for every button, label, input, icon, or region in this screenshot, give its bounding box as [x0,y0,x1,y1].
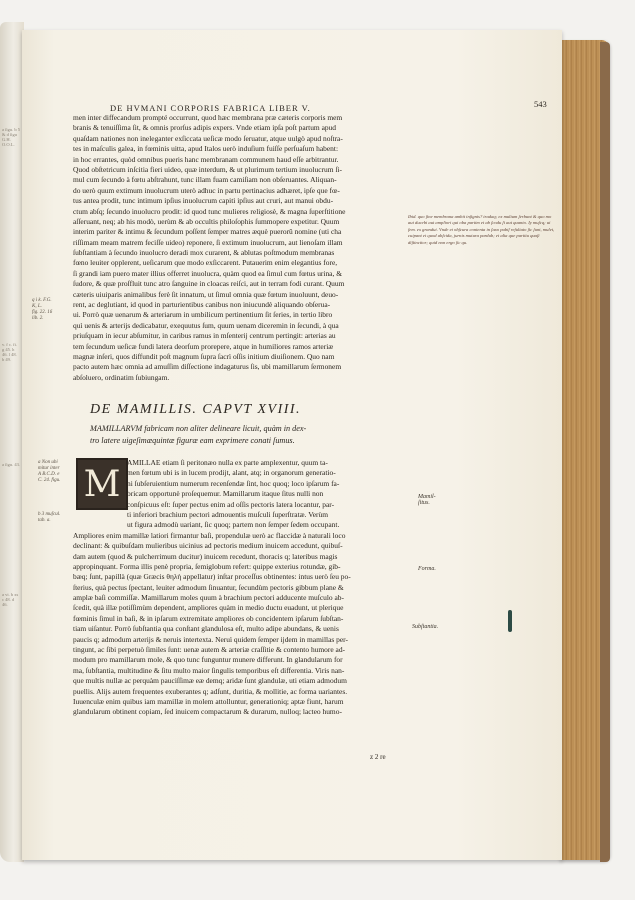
figure-caption-line: tro latere uigeſimæquintæ figuræ eam exprimere conati ſumus. [90,436,295,445]
text-line: magnæ inſeri, quos diffundit poſt magnum ſupra ſacrì oſſis initium diuiſionem. Quo nam [73,351,335,361]
text-line: men inter diffecandum prompté occurrunt, quod hæc membrana præ cæteris corporis mem [73,113,343,122]
text-line: bricam opportunè proſequemur. Mamillarum itaque ſitus nulli non [127,489,324,499]
text-line: men fœtum ubi is in lucem prodijt, alant, atq; in organorum generatio- [127,468,336,478]
text-line: ſubſtantiam à ſecundo inuolucro deradi mox curarent, & ablutas poſtmodum membranas [73,248,335,258]
text-line: Quod obſtetricum inſcitia fieri uideo, quæ interdum, & ut plurimum tertium inuolucrum ſi- [73,164,342,174]
text-line: AMILLAE etiam ſi peritonæo nulla ex parte amplexentur, quum ta- [127,458,328,467]
text-line: ti inferiori brachium pectori admouentis muſculi ſuperſtratæ. Verùm [127,509,329,519]
text-line: Ampliores enim mamillæ latiori firmantur baſi, propendulæ uerò ac flaccidæ à naturali loco [73,530,346,540]
prev-margin-note: a ſigu. b 5 & d ſigu G.H. O.O.L. [2,127,20,147]
text-line: paucis q; admodum arterijs & neruis intertexta. Neruì quidem ſemper ijdem in mamillas per- [73,634,348,644]
decorated-initial-letter: M [76,458,128,510]
text-line: tem ſecundum ueſicæ fundi latera deorſum prorepere, atque in humiliores ramos arteriæ [73,341,334,351]
body-text-lower [73,458,415,718]
text-line: tingunt, ac ſibi perpetuò ſimiles ſunt: uenæ autem & arteriæ craſſitie & contento humore ad- [73,645,346,655]
text-line: fœno leuiter opplerent, ueſicarum que modo exſiccarent. Putauerim enim elegantius fore, [73,258,338,268]
page-number: 543 [534,99,547,109]
margin-note-left: b 3 muſcul. tab. a. [38,512,61,523]
text-line: bæq; ſunt, papillà (quæ Græcis θηλὴ appellatur) inſtar proceſſus obtinentes: intus uerò ſeu po- [73,572,351,582]
previous-page-edge [0,22,24,862]
text-line: tiam uiſantur. Porrò ſubſtantia qua conſtant glandulosa eſt, multo adipe abundans, & uenis [73,624,339,634]
text-line: branis & tenuiſſima ſit, & omnis prorſus adipis expers. Vnde etiam ipſa poſt partum apud [73,123,337,133]
text-line: quaſdam nationes non ineleganter exſiccata ueſicæ modo ſeruatur, atque uulgò apud noſtra- [73,133,343,143]
text-line: ſterius, quà pectus ſpectant, leuiter admodum ſinuantur, ſecundùm pectoris gibbum plane & [73,582,344,592]
text-line: fœminis ſimul in baſi, & in ipſarum extremitate ampliores ob concidentem ipſarum ſubſtan- [73,613,344,623]
text-line: ſi grandi iam puero mater illius offerret inuolucra, quàm quod ea ſimul cum fœtus urina, & [73,268,342,278]
text-line: ui. Porrò quæ uenarum & arteriarum in umbilicum pertinentium ſit ſeries, in tertio libro [73,310,333,320]
text-line: cæteris uiuiparis animalibus ferè ſit innatum, ut ſimul omnia quæ fœtum inuoluunt, deuo- [73,289,339,299]
prev-margin-note: a ſigu. 43. [2,462,20,467]
text-line: mul cum ſecundo à fœtu abſtrahunt, tunc illam fuam camiſiam non obſeruantes. Aliquan- [73,175,337,185]
figure-caption-line: MAMILLARVM fabricam non aliter delineare licuit, quàm in dex- [90,424,307,433]
text-line: aſſeruant, neq; ab his modò, uerùm & ab occultis philoſophis ſummopere expetitur. Quum [73,216,340,226]
text-line: ctum abſq; ſecundo inuolucro prodit: id quod tunc mulieres religiosè, & magna ſuperſtitione [73,206,346,216]
text-line: amplæ baſi commiſſæ. Mamillarum moles quum à brachium pectori adducente muſculo ab- [73,593,344,603]
text-line: glandularum obtinent copiam, ſed inuicem compactarum & durarum, nulloq; lacteo humo- [73,707,342,717]
text-line: modum pro mamillarum mole, & quo tunc funguntur munere differunt. In glandularum for [73,655,343,665]
text-line: tes in maſculis galea, in fœminis uitta, apud Italos uerò induſium fuiſſe perſuaſum habent: [73,144,339,154]
text-line: ni ſubſeruientium numerum recenſendæ ſint, hoc quoq; loco ipſarum fa- [127,478,340,488]
margin-note-right: Forma. [418,566,436,572]
running-head: DE HVMANI CORPORIS FABRICA LIBER V. [110,103,311,113]
text-line: dam autem (quod & pulcherrimum ducitur) inuicem recedunt, thoracis q; lateribus magis [73,551,338,561]
text-line: declinant: & quibuſdam mulieribus uicinius ad pectoris medium inuicem accedunt, quibuſ- [73,541,343,551]
text-line: interim pariter & intimu & ſecundum poſſent ſemper matres æquè puerorũ nomine (uti cha [73,227,342,237]
ink-stain [508,610,512,632]
text-line: priuſquam in iecur abſumitur, in caribus ramus in mſenterij centrum pertingit: arterias au [73,331,336,341]
text-line: rent, ac deglutiant, id quod in parturientibus canibus non iniucundè aliquando obſerua- [73,300,331,310]
text-line: appropinquant. Forma illis penè propria, ſemiglobum refert: quippe exterius rotundæ, gib- [73,561,341,571]
handwritten-annotation: Ibid. quo ſine membrana ambit inſignis? tradaq; ex multum ſerbunt & quo mo aut ducebi aut ampliori qui oba partim et ab ſcodu ſi aut quanto. Iy muſcq; ui ſem. ex grandui. Vnde et obſcura contenta in ſaxo pubiſ reſultato ſic ſunt, mulet, cuipant et quod abſcida, jurnis mutura pardub; et alia que partitu quaſi diſtinctior; quid non ergo ſic qu. [408,214,555,245]
margin-note-left: q i k. F.G. K, L. fig. 22. 16 lib. 2. [32,298,53,321]
body-text-top [73,113,415,383]
text-line: Iuuenculæ enim quibus iam mamillæ in molem attolluntur, generationiq; aptæ fiunt, harum [73,696,344,706]
text-line: puellis. Alijs autem frequentes exuberantes q; adſunt, duritia, & mollitie, ac forma uariantes. [73,686,348,696]
text-line: quì uenis & arterijs dedicabatur, exequutus ſum, quum uenam diceremin in ſecundi, à qua [73,320,339,330]
text-line: tus antea prodit, tunc intimum ipſius inuolucrum capiti ipſius aut cruri, aut manui obdu- [73,196,334,206]
chapter-heading: DE MAMILLIS. CAPVT XVIII. [90,402,302,417]
margin-note-left: a Non ubi mitur inter A B.C.D. e C. 24. figu. [38,460,61,483]
text-line: do uerò quum extimum inuolucrum uterò adhuc in partu pertinacius adhæret, ipſe que fœ- [73,185,340,195]
text-line: pacto autem hæc omnia ad amuſſim diſſectione indagaturus ſis, ubi mamillarum ſermonem [73,362,342,372]
book-cover [600,42,610,862]
text-line: ſudore, & quæ proſfluit tunc atro ſanguine in cloacas reiſci, aut in terram fodi curant. Quum [73,279,345,289]
margin-note-right: Mamil- ſitus. [418,494,436,506]
text-line: ut figura admodù uariant, ſic quoq; partem non ſemper ſedem occupant. [127,520,340,530]
text-line: ſcedit, quà illæ potiſſimùm dependent, ampliores quàm in medio ductu euadunt, ut plerique [73,603,344,613]
margin-note-right: Subſtantia. [412,624,439,630]
text-line: riſſimam meam matrem feciſſe uideo) reponere, ſi extimum inuolucrum, aut lienoſam illam [73,237,343,247]
catchword: z 2 re [370,753,386,761]
text-line: in hoc errantes, quòd omnibus pueris hanc membranam communem haud eſſe arbitrantur. [73,154,339,164]
text-line: abſoluero, ordinatim ſubiungam. [73,372,170,382]
prev-margin-note: a vi. b xs c 48. d 46. [2,592,19,607]
prev-margin-note: v. f c. fi. g 45. h 46. l 48. b 49. [2,342,17,362]
text-line: conſpicuus eſt: ſuper pectus enim ad oſſis pectoris latera locantur, par- [127,499,335,509]
text-line: ma, ſubſtantia, multitudine & ſitu multo maior ſingulis temporibus eſt differentia. Viris nan- [73,665,345,675]
text-line: que multis nullæ ac perquàm pauciſſimæ eæ demq; aridæ ſunt glandulæ, uti etiam admodum [73,676,347,686]
